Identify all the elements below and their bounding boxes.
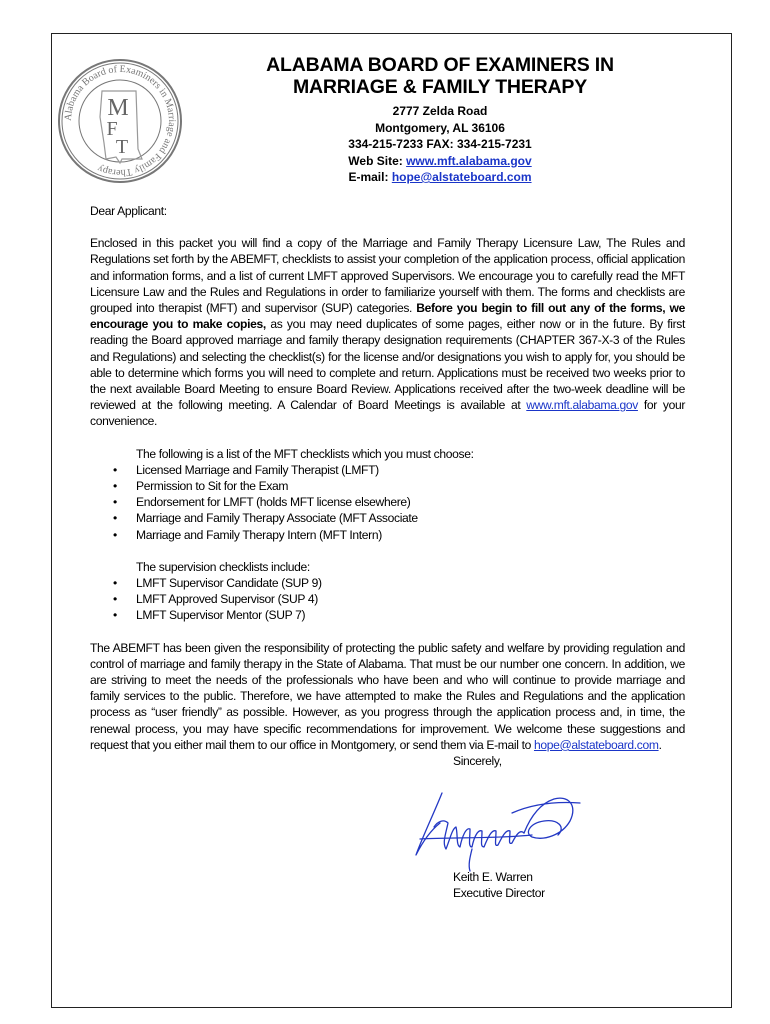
signer-name: Keith E. Warren [453, 870, 533, 884]
email-link[interactable]: hope@alstateboard.com [391, 170, 532, 184]
email-line [190, 169, 690, 186]
org-title-line-1: ALABAMA BOARD OF EXAMINERS IN [266, 54, 614, 76]
seal-letter-f: F [106, 118, 118, 140]
letter-body [90, 203, 685, 769]
mft-checklist [90, 462, 685, 543]
website-line [190, 153, 690, 170]
seal-ring-text: Alabama Board of Examiners in Marriage and Family Therapy [62, 63, 178, 179]
signature [412, 783, 587, 873]
responsibility-paragraph [90, 640, 685, 753]
list-item: • Endorsement for LMFT (holds MFT license elsewhere) [90, 494, 685, 510]
letterhead [190, 54, 690, 186]
website-link[interactable]: www.mft.alabama.gov [406, 153, 532, 168]
responsibility-text: The ABEMFT has been given the responsibility of protecting the public safety and welfare by providing regulation and control of marriage and family therapy in the State of Alabama. That must be our number one concern. In addition, we are striving to meet the needs of the professionals who have been and who will continue to provide marriage and family services to the public. Therefore, we have attempted to make the Rules and Regulations and the application process as “user friendly” as possible. However, as you progress through the application process and, in time, the renewal process, you may have specific recommendations for improvement. We welcome these suggestions and request that you either mail them to our office in Montgomery, or send them via E-mail to [90, 640, 685, 752]
board-seal [56, 57, 184, 185]
city-state-zip: Montgomery, AL 36106 [375, 120, 505, 135]
sup-checklist [90, 575, 685, 624]
closing: Sincerely, [453, 754, 502, 769]
list-item: • Marriage and Family Therapy Intern (MFT Intern) [90, 527, 685, 543]
mft-checklist-intro: The following is a list of the MFT checklists which you must choose: [136, 446, 474, 461]
calendar-link[interactable]: www.mft.alabama.gov [526, 398, 638, 413]
phone-fax: 334-215-7233 FAX: 334-215-7231 [348, 137, 532, 151]
email-label: E-mail: [348, 170, 389, 184]
seal-letter-m: M [107, 95, 129, 121]
intro-text-a: Enclosed in this packet you will find a copy of the Marriage and Family Therapy Licensure Law, The Rules and Regulations set forth by the ABEMFT, checklists to assist your completion of the application process, official application and information forms, and a list of current LMFT approved Supervisors. We encourage you to carefully read the MFT Licensure Law and the Rules and Regulations in order to familiarize yourself with them. The forms and checklists are grouped into therapist (MFT) and supervisor (SUP) categories. [90, 236, 685, 316]
street-address: 2777 Zelda Road [392, 104, 488, 118]
list-item: • LMFT Supervisor Candidate (SUP 9) [90, 575, 685, 591]
intro-text-c: for your convenience. [90, 398, 686, 429]
list-item: • Marriage and Family Therapy Associate (MFT Associate [90, 510, 685, 526]
list-item: • LMFT Approved Supervisor (SUP 4) [90, 591, 685, 607]
suggestions-email-link[interactable]: hope@alstateboard.com [533, 737, 659, 752]
salutation: Dear Applicant: [90, 204, 167, 218]
signer-title: Executive Director [453, 886, 545, 901]
list-item: • LMFT Supervisor Mentor (SUP 7) [90, 607, 685, 623]
intro-text-b: as you may need duplicates of some pages, either now or in the future. By first reading the Board approved marriage and family therapy designation requirements (CHAPTER 367-X-3 of the Rules and Regulations) and selecting the checklist(s) for the license and/or designations you wish to apply for, you should be able to determine which forms you will need to complete and return. Applications must be received two weeks prior to the next available Board Meeting to ensure Board Review. Applications received after the two-week deadline will be reviewed at the following meeting. A Calendar of Board Meetings is available at [90, 317, 685, 413]
sup-checklist-intro: The supervision checklists include: [136, 559, 310, 574]
responsibility-end: . [658, 737, 662, 752]
intro-paragraph [90, 235, 685, 429]
list-item: • Permission to Sit for the Exam [90, 478, 685, 494]
org-title-line-2: MARRIAGE & FAMILY THERAPY [292, 76, 588, 98]
list-item: • Licensed Marriage and Family Therapist (LMFT) [90, 462, 685, 478]
copies-emphasis: Before you begin to fill out any of the forms, we encourage you to make copies, [90, 301, 685, 332]
seal-letter-t: T [115, 136, 129, 158]
signer-block [453, 869, 545, 901]
website-label: Web Site: [348, 153, 403, 168]
